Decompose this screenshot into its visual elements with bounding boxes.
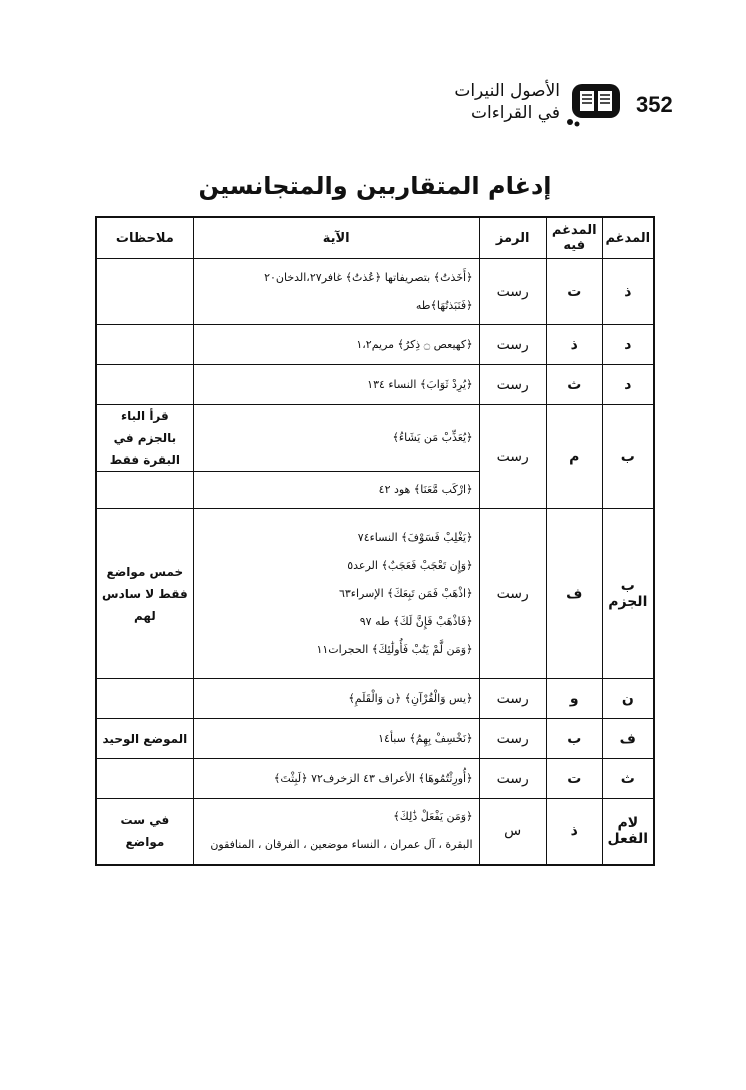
header-notes: ملاحظات [96,217,193,259]
cell-ramz: رست [479,325,546,365]
cell-notes [96,259,193,325]
ayah-line: ﴿نَخْسِفْ بِهِمُ﴾ سبأ١٤ [378,731,473,745]
page-number: 352 [636,92,673,117]
ayah-line: ﴿فَاذْهَبْ فَإِنَّ لَكَ﴾ طه ٩٧ [359,614,473,628]
cell-mudgham: د [602,365,654,405]
note-line: فقط لا سادس لهم [102,586,188,623]
note-line: في ست مواضع [120,813,170,850]
ayah-line: ﴿وَإِن تَعْجَبْ فَعَجَبٌ﴾ الرعد٥ [347,558,473,572]
book-title-line2: في القراءات [470,103,560,123]
cell-mudgham-fih: ذ [546,325,602,365]
ayah-line: ﴿أُورِثْتُمُوهَا﴾ الأعراف ٤٣ الزخرف٧٢ ﴿لَبِثْتَ﴾ [273,771,473,785]
ayah-line: ﴿يَغْلِبْ فَسَوْفَ﴾ النساء٧٤ [357,530,473,544]
ayah-line: ﴿وَمَن يَفْعَلْ ذَٰلِكَ﴾ [393,810,473,824]
note-line: الموضع الوحيد [102,731,188,746]
note-line: البقرة فقط [109,453,180,467]
ayah-line: ﴿يُعَذِّبْ مَن يَشَاءُ﴾ [392,431,473,444]
cell-mudgham: ث [602,759,654,799]
table-row [96,405,654,472]
table-row [96,799,654,865]
cell-ramz: رست [479,365,546,405]
ayah-line: ﴿يُرِدْ ثَوَابَ﴾ النساء ١٣٤ [367,377,473,391]
cell-ayah [193,472,479,509]
cell-ramz: رست [479,719,546,759]
table-row [96,509,654,679]
cell-ayah [193,405,479,472]
cell-mudgham: ذ [602,259,654,325]
cell-notes [96,365,193,405]
cell-mudgham-fih: ت [546,259,602,325]
book-title-line1: الأصول النيرات [454,81,560,101]
ayah-line: ﴿وَمَن لَّمْ يَتُبْ فَأُولَٰئِكَ﴾ الحجرات١١ [316,642,473,656]
cell-ayah [193,259,479,325]
note-line: قرأ الباء بالجزم في [113,409,177,445]
cell-ramz: رست [479,405,546,509]
ayah-line: ﴿اذْهَبْ فَمَن تَبِعَكَ﴾ الإسراء٦٣ [338,586,473,600]
header-ramz: الرمز [479,217,546,259]
cell-mudgham: ف [602,719,654,759]
header-mudgham: المدغم [602,217,654,259]
cell-notes [96,472,193,509]
idgham-table [95,216,655,866]
cell-mudgham-fih: ت [546,759,602,799]
note-line: خمس مواضع [106,564,184,579]
ayah-line: ﴿فَنَبَذتُهَا﴾طه [415,298,473,312]
table-row [96,759,654,799]
ayah-line: ﴿يس وَالْقُرْآنِ﴾ ﴿ن وَالْقَلَمِ﴾ [348,691,473,705]
cell-notes [96,325,193,365]
header-mudgham-fih: المدغم فيه [546,217,602,259]
book-title [420,80,560,124]
cell-ayah [193,679,479,719]
cell-ayah [193,509,479,679]
cell-mudgham-fih: م [546,405,602,509]
cell-mudgham: لام الفعل [602,799,654,865]
table-row [96,325,654,365]
cell-mudgham: د [602,325,654,365]
cell-mudgham: ن [602,679,654,719]
cell-ayah [193,759,479,799]
cell-notes [96,719,193,759]
table-row [96,679,654,719]
cell-ayah [193,325,479,365]
table-row [96,365,654,405]
ayah-line: ﴿أَخَذتُ﴾ بتصريفاتها ﴿عُذتُ﴾ غافر٢٧،الدخان٢٠ [264,270,473,284]
cell-mudgham-fih: ب [546,719,602,759]
ayah-line: البقرة ، آل عمران ، النساء موضعين ، الفرقان ، المنافقون [210,838,473,852]
table-row [96,719,654,759]
cell-mudgham-fih: و [546,679,602,719]
cell-ramz: س [479,799,546,865]
cell-mudgham: ب [602,405,654,509]
book-logo-icon [566,80,628,128]
cell-ayah [193,365,479,405]
cell-notes [96,405,193,472]
table-row [96,259,654,325]
cell-notes [96,679,193,719]
ayah-line: ﴿ارْكَب مَّعَنَا﴾ هود ٤٢ [378,483,473,496]
cell-notes [96,799,193,865]
cell-notes [96,509,193,679]
section-title: إدغام المتقاربين والمتجانسين [198,172,552,200]
cell-mudgham: ب الجزم [602,509,654,679]
cell-ramz: رست [479,259,546,325]
ayah-line: ﴿كهيعص ۝ ذِكرُ﴾ مريم١،٢ [356,337,473,351]
cell-ayah [193,719,479,759]
cell-ramz: رست [479,759,546,799]
cell-mudgham-fih: ذ [546,799,602,865]
cell-ramz: رست [479,679,546,719]
cell-ramz: رست [479,509,546,679]
cell-mudgham-fih: ف [546,509,602,679]
header-ayah: الآية [193,217,479,259]
cell-mudgham-fih: ث [546,365,602,405]
table-header-row [96,217,654,259]
cell-ayah [193,799,479,865]
cell-notes [96,759,193,799]
